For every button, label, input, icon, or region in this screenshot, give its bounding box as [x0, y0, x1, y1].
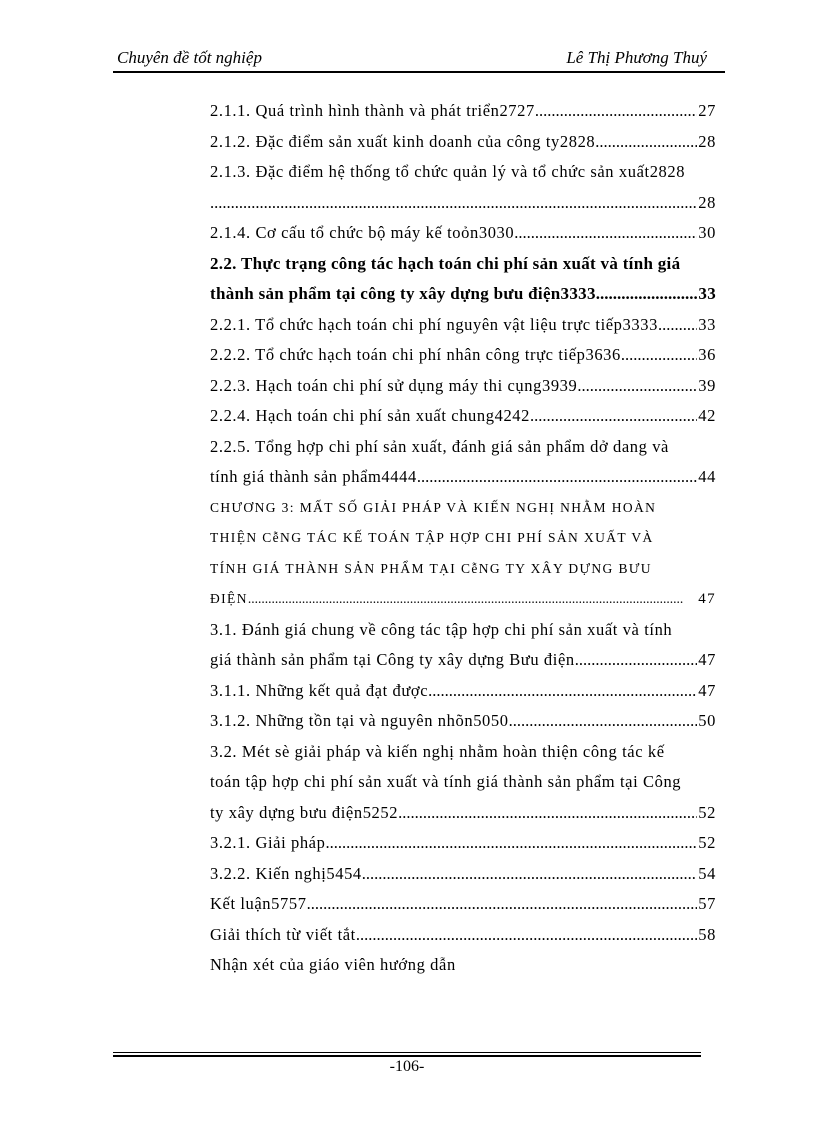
- toc-entry-title: 3.1.1. Những kết quả đạt được: [210, 680, 429, 700]
- toc-leader-dots: [621, 340, 697, 371]
- toc-entry-title: thành sản phẩm tại công ty xây dựng bưu điện3333: [210, 284, 596, 303]
- page-header: [113, 44, 725, 72]
- header-divider: [113, 71, 725, 73]
- toc-entry-page: 47: [698, 680, 716, 700]
- toc-entry-3-1-1[interactable]: [210, 676, 716, 707]
- toc-chapter-3-line-2[interactable]: THIỆN CễNG TÁC KẾ TOÁN TẬP HỢP CHI PHÍ SẢN XUẤT VÀ: [210, 530, 654, 545]
- toc-entry-title: Giải thích từ viết tắt: [210, 924, 356, 944]
- toc-entry-2-2-5-continued[interactable]: [210, 462, 716, 493]
- toc-entry-page: 52: [698, 802, 716, 822]
- toc-leader-dots: [535, 96, 697, 127]
- toc-section-3-1-continued[interactable]: [210, 645, 716, 676]
- toc-entry-page: 42: [698, 406, 716, 425]
- toc-entry-title: 3.2.2. Kiến nghị5454: [210, 863, 362, 883]
- toc-entry-supervisor-comments[interactable]: Nhận xét của giáo viên hướng dẫn: [210, 955, 456, 974]
- toc-leader-dots: [595, 127, 697, 158]
- toc-section-3-2-line-2[interactable]: toán tập hợp chi phí sản xuất và tính giá thành sản phẩm tại Công: [210, 772, 682, 791]
- toc-entry-2-2-3[interactable]: [210, 371, 716, 402]
- toc-leader-dots: [428, 676, 697, 707]
- toc-leader-dots: [325, 828, 697, 859]
- footer-divider-thin: [113, 1052, 701, 1053]
- toc-entry-title: 2.2.2. Tổ chức hạch toán chi phí nhân công trực tiếp3636: [210, 345, 621, 364]
- toc-entry-page: 36: [698, 345, 716, 364]
- toc-entry-title: ty xây dựng bưu điện5252: [210, 802, 399, 822]
- toc-entry-page: 54: [698, 863, 716, 883]
- toc-entry-title: tính giá thành sản phẩm4444: [210, 467, 417, 486]
- toc-entry-2-1-3[interactable]: 2.1.3. Đặc điểm hệ thống tổ chức quản lý và tổ chức sản xuất2828: [210, 162, 686, 181]
- toc-section-2-2-continued[interactable]: [210, 279, 716, 310]
- toc-leader-dots: [514, 218, 697, 249]
- toc-entry-2-2-1[interactable]: [210, 310, 716, 341]
- toc-leader-dots: [530, 401, 697, 432]
- toc-entry-page: 30: [698, 223, 716, 242]
- toc-entry-title: giá thành sản phẩm tại Công ty xây dựng Bưu điện: [210, 650, 575, 669]
- toc-entry-page: 47: [698, 650, 716, 669]
- toc-entry-3-2-2[interactable]: [210, 859, 716, 890]
- toc-leader-dots: [356, 920, 697, 951]
- toc-entry-title: 3.2.1. Giải pháp: [210, 833, 326, 852]
- toc-leader-dots: [509, 706, 698, 737]
- toc-entry-abbreviations[interactable]: [210, 920, 716, 951]
- toc-entry-2-1-1[interactable]: [210, 96, 716, 127]
- toc-entry-title: 2.2.4. Hạch toán chi phí sản xuất chung4242: [210, 406, 530, 425]
- toc-entry-title: 2.2.1. Tổ chức hạch toán chi phí nguyên vật liệu trực tiếp3333: [210, 314, 658, 334]
- toc-entry-page: 57: [698, 894, 716, 913]
- page-number: -106-: [389, 1058, 425, 1075]
- toc-entry-2-2-4[interactable]: [210, 401, 716, 432]
- toc-entry-page: 52: [698, 833, 716, 852]
- toc-section-3-2-line-3[interactable]: [210, 798, 716, 829]
- toc-entry-3-1-2[interactable]: [210, 706, 716, 737]
- toc-chapter-3-line-3[interactable]: TÍNH GIÁ THÀNH SẢN PHẨM TẠI CễNG TY XÂY DỰNG BƯU: [210, 560, 652, 576]
- toc-entry-page: 50: [698, 711, 716, 730]
- toc-entry-2-1-2[interactable]: [210, 127, 716, 158]
- toc-entry-title: 2.1.1. Quá trình hình thành và phát triển2727: [210, 101, 535, 120]
- toc-chapter-3[interactable]: CHƯƠNG 3: MẤT SỐ GIẢI PHÁP VÀ KIẾN NGHỊ NHẰM HOÀN: [210, 499, 657, 515]
- header-author-name: Lê Thị Phương Thuý: [566, 48, 707, 67]
- toc-entry-2-2-2[interactable]: [210, 340, 716, 371]
- toc-entry-title: 2.1.4. Cơ cấu tổ chức bộ máy kế toỏn3030: [210, 223, 515, 242]
- toc-entry-2-1-3-continued[interactable]: [210, 188, 716, 219]
- toc-section-3-1[interactable]: 3.1. Đánh giá chung về công tác tập hợp chi phí sản xuất và tính: [210, 619, 673, 639]
- toc-entry-2-2-5[interactable]: 2.2.5. Tổng hợp chi phí sản xuất, đánh giá sản phẩm dở dang và: [210, 436, 669, 456]
- page-footer: [113, 1050, 701, 1080]
- toc-entry-title: 2.2.3. Hạch toán chi phí sử dụng máy thi cụng3939: [210, 375, 578, 395]
- toc-entry-page: 27: [698, 101, 716, 120]
- toc-entry-title: 2.1.2. Đặc điểm sản xuất kinh doanh của công ty2828: [210, 131, 596, 151]
- toc-entry-page: 33: [698, 284, 716, 303]
- toc-section-2-2[interactable]: 2.2. Thực trạng công tác hạch toán chi phí sản xuất và tính giá: [210, 253, 681, 273]
- toc-entry-title: 3.1.2. Những tồn tại và nguyên nhõn5050: [210, 711, 509, 730]
- toc-leader-dots: [248, 584, 684, 615]
- table-of-contents: [210, 96, 716, 981]
- toc-leader-dots: [398, 798, 697, 829]
- toc-entry-page: 47: [698, 591, 716, 607]
- toc-entry-title: Kết luận5757: [210, 894, 307, 913]
- toc-leader-dots: [417, 462, 697, 493]
- toc-entry-page: 33: [698, 314, 716, 334]
- toc-entry-page: 28: [698, 131, 716, 151]
- toc-entry-page: 44: [698, 467, 716, 486]
- toc-entry-2-1-4[interactable]: [210, 218, 716, 249]
- toc-entry-page: 58: [698, 924, 716, 944]
- toc-entry-title: ĐIỆN: [210, 591, 248, 606]
- toc-entry-page: 28: [698, 192, 716, 212]
- toc-leader-dots: [362, 859, 698, 890]
- footer-divider-thick: [113, 1055, 701, 1057]
- toc-leader-dots: [577, 371, 697, 402]
- toc-chapter-3-line-4[interactable]: [210, 584, 716, 615]
- toc-leader-dots: [575, 645, 698, 676]
- toc-entry-page: 39: [698, 375, 716, 395]
- toc-leader-dots: [210, 188, 697, 219]
- header-document-title: Chuyên đề tốt nghiệp: [117, 48, 262, 67]
- toc-entry-conclusion[interactable]: [210, 889, 716, 920]
- toc-leader-dots: [658, 310, 697, 341]
- toc-entry-3-2-1[interactable]: [210, 828, 716, 859]
- toc-leader-dots: [596, 279, 698, 310]
- toc-section-3-2[interactable]: 3.2. Mét sè giải pháp và kiến nghị nhằm hoàn thiện công tác kế: [210, 741, 665, 761]
- toc-leader-dots: [307, 889, 698, 920]
